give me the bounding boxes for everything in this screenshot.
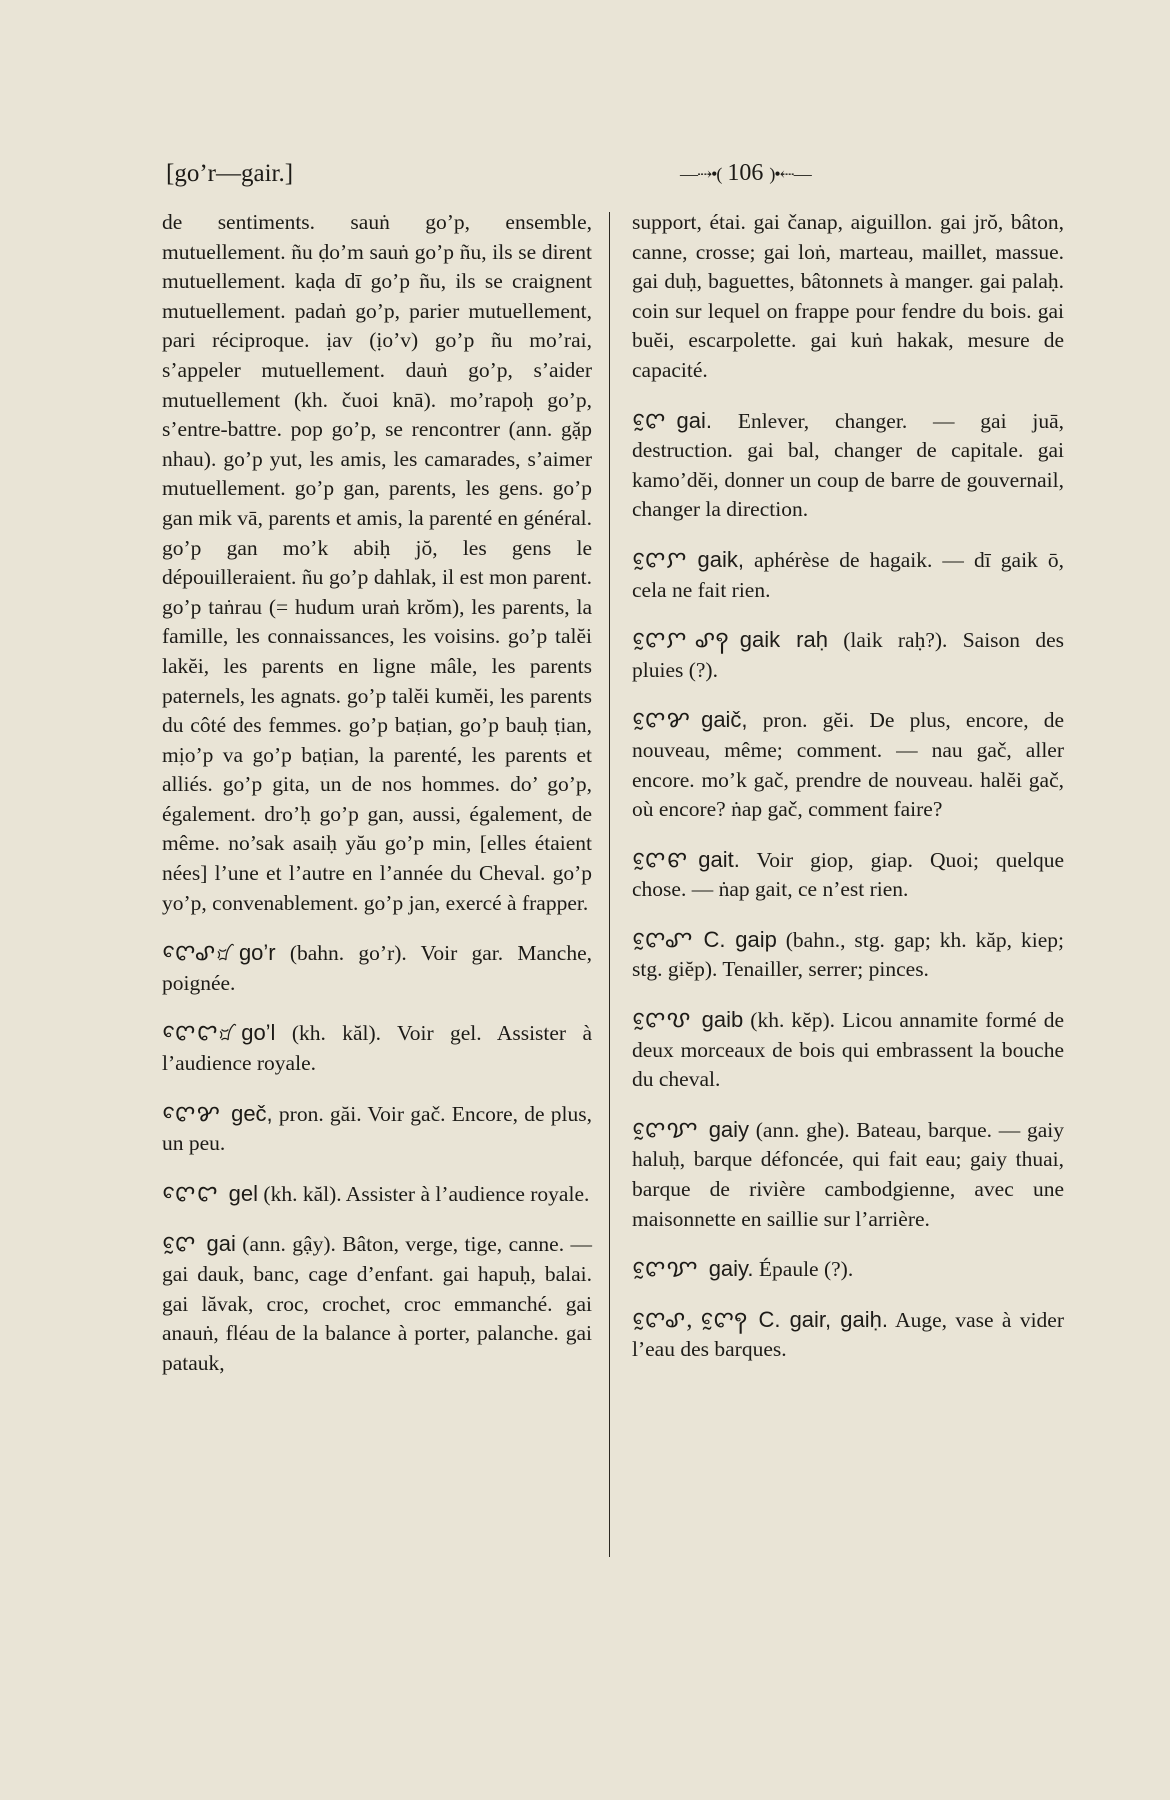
- entry-gol: [162, 1018, 592, 1078]
- headword: gai.: [676, 407, 713, 433]
- cham-script-headword: ꨈꨰ: [632, 407, 667, 434]
- entry-definition: (bahn., stg. gap; kh. kăp, kiep; stg. giĕp). Tenailler, serrer; pinces.: [632, 927, 1064, 982]
- entry-gor: [162, 938, 592, 998]
- entry-gaik-rah: [632, 625, 1064, 685]
- entry-gai-baton: [162, 1229, 592, 1378]
- entry-definition: Voir giop, giap. Quoi; quelque chose. — ṅap gait, ce n’est rien.: [632, 847, 1064, 902]
- entry-definition: (bahn. go’r). Voir gar. Manche, poignée.: [162, 941, 592, 995]
- ornament-right: )•⇠—: [769, 164, 811, 184]
- headword: gaik raḥ: [739, 627, 828, 653]
- entry-definition: aphérèse de hagaik. — dī gaik ō, cela ne fait rien.: [632, 547, 1064, 602]
- continued-entry-text: support, étai. gai čanap, aiguillon. gai jrŏ, bâton, canne, crosse; gai loṅ, marteau, maillet, massue. gai duḥ, baguettes, bâtonnets à manger. gai palaḥ. coin sur lequel on frappe pour fendre du bois. gai buĕi, escarpolette. gai kuṅ hakak, mesure de capacité.: [632, 210, 1064, 382]
- entry-gec: [162, 1099, 592, 1159]
- headword: geč,: [231, 1100, 273, 1126]
- headword: gaič,: [701, 707, 748, 733]
- cham-script-headword: ꨈꨯꨌ: [162, 1100, 222, 1127]
- entry-gaib: [632, 1005, 1064, 1095]
- cham-script-headword: ꨈꨯꨤ꩸: [162, 1020, 232, 1047]
- entry-definition: (ann. ghe). Bateau, barque. — gaiy haluḥ, barque défoncée, qui fait eau; gaiy thuai, barque de rivière cambodgienne, avec une maisonnette en saillie sur l’arrière.: [632, 1117, 1064, 1231]
- headword: C. gair, gaiḥ.: [758, 1306, 888, 1332]
- cham-script-headword: ꨈꨰꨓ: [632, 846, 689, 873]
- cham-script-headword: ꨈꨰꨚ: [632, 926, 694, 953]
- entry-definition: Enlever, changer. — gai juā, destruction. gai bal, changer de capitale. gai kamo’dĕi, donner un coup de barre de gouvernail, changer la direction.: [632, 408, 1064, 522]
- entry-definition: (ann. gậy). Bâton, verge, tige, canne. — gai dauk, banc, cage d’enfant. gai hapuḥ, balai. gai lăvak, croc, crochet, croc emmanché. gai anauṅ, fléau de la balance à porter, palanche. gai patauk,: [162, 1232, 592, 1375]
- cham-script-headword: ꨈꨰꨆ: [632, 546, 688, 573]
- continued-entry-text: de sentiments. sauṅ go’p, ensemble, mutuellement. ñu ḍo’m sauṅ go’p ñu, ils se dirent mutuellement. kaḍa dī go’p ñu, ils se craignent mutuellement. padaṅ go’p, parier mutuellement, pari réciproque. ịav (ịo’v) go’p ñu mo’rai, s’appeler mutuellement. dauṅ go’p, s’aider mutuellement (kh. čuoi knā). mo’rapoḥ go’p, s’entre-battre. pop go’p, se rencontrer (ann. gặp nhau). go’p yut, les amis, les camarades, s’aimer mutuellement. go’p gan, parents, les gens. go’p gan mik vā, parents et amis, la parenté en général. go’p gan mo’k abiḥ jŏ, les gens le dépouilleraient. ñu go’p dahlak, il est mon parent. go’p taṅrau (= hudum uraṅ krŏm), les parents, la famille, les connaissances, les voisins. go’p talĕi lakĕi, les parents en ligne mâle, les parents paternels, les agnats. go’p talĕi kumĕi, les parents du côté des femmes. go’p baṭian, go’p bauḥ ṭian, mịo’p va go’p baṭian, la parenté, les parents et alliés. go’p gita, un de nos hommes. do’ go’p, également. dro’ḥ go’p gan, aussi, également, de même. no’sak asaiḥ yău go’p min, [elles étaient nées] l’une et l’autre en l’année du Cheval. go’p yo’p, convenablement. go’p jan, exercé à frapper.: [162, 210, 592, 915]
- entry-gai-enlever: [632, 406, 1064, 525]
- right-column: [632, 208, 1064, 1365]
- entry-gaiy-bateau: [632, 1115, 1064, 1234]
- headword: gaib: [701, 1007, 744, 1033]
- entry-gaip: [632, 925, 1064, 985]
- entry-definition: Épaule (?).: [753, 1257, 854, 1282]
- headword: gaik,: [697, 546, 744, 572]
- cham-script-headword: ꨈꨰ: [162, 1231, 197, 1258]
- cham-script-headword: ꨈꨰꨆ ꨣꩍ: [632, 627, 730, 654]
- entry-definition: pron. găi. Voir gač. Encore, de plus, un peu.: [162, 1101, 592, 1156]
- headword: gai: [206, 1231, 236, 1257]
- ornament-left: —⇢•(: [680, 164, 722, 184]
- headword: gaiy: [708, 1116, 750, 1142]
- entry-definition: Auge, vase à vider l’eau des barques.: [632, 1307, 1064, 1362]
- cham-script-headword: ꨈꨰꨝ: [632, 1007, 692, 1034]
- cham-script-headword: ꨈꨯꨣ꩸: [162, 940, 229, 967]
- entry-gait: [632, 845, 1064, 905]
- page-number: 106: [727, 160, 764, 186]
- cham-script-headword: ꨈꨰꨢ: [632, 1116, 699, 1143]
- headword: gaiy.: [708, 1256, 754, 1282]
- entry-gel: [162, 1179, 592, 1210]
- entry-definition: (kh. kăl). Voir gel. Assister à l’audience royale.: [162, 1021, 592, 1076]
- running-head: [go’r—gair.]: [166, 160, 294, 187]
- entry-definition: (kh. kăl). Assister à l’audience royale.: [258, 1181, 590, 1206]
- entry-definition: (laik raḥ?). Saison des pluies (?).: [632, 628, 1064, 682]
- entry-definition: (kh. kĕp). Licou annamite formé de deux morceaux de bois qui embrassent la bouche du cheval.: [632, 1008, 1064, 1092]
- cham-script-headword: ꨈꨰꨢ: [632, 1256, 699, 1283]
- cham-script-headword: ꨈꨰꨣ, ꨈꨰꩍ: [632, 1306, 749, 1333]
- page-number-block: [680, 160, 811, 187]
- entry-gair-gaih: [632, 1305, 1064, 1365]
- entry-definition: pron. gĕi. De plus, encore, de nouveau, même; comment. — nau gač, aller encore. mo’k gač, prendre de nouveau. halĕi gač, où encore? ṅap gač, comment faire?: [632, 708, 1064, 822]
- entry-gaic: [632, 705, 1064, 824]
- headword: C. gaip: [703, 926, 777, 952]
- cham-script-headword: ꨈꨰꨌ: [632, 707, 692, 734]
- headword: go’r: [238, 940, 276, 966]
- headword: go’l: [241, 1020, 276, 1046]
- left-column: [162, 208, 592, 1378]
- cham-script-headword: ꨈꨯꨤ: [162, 1180, 219, 1207]
- headword: gel: [228, 1180, 259, 1206]
- page-header: [160, 160, 1050, 200]
- entry-gaik: [632, 545, 1064, 605]
- entry-gaiy-epaule: [632, 1254, 1064, 1285]
- headword: gait.: [698, 846, 740, 872]
- column-divider: [609, 212, 610, 1557]
